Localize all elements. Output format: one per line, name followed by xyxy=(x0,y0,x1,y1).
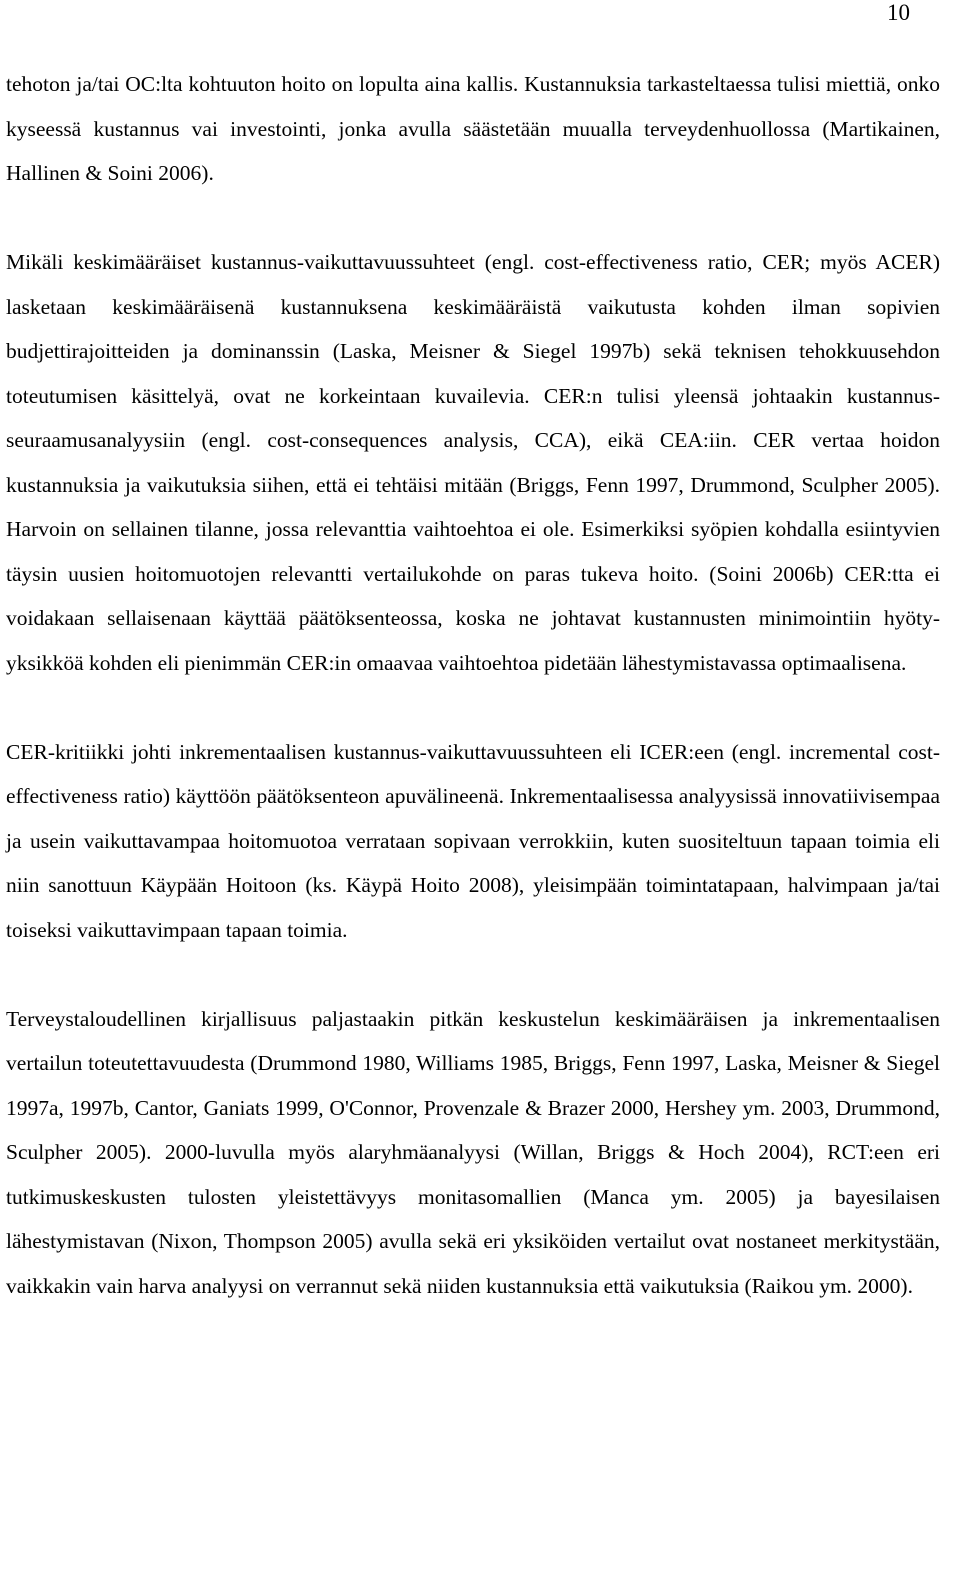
document-body xyxy=(6,62,940,1308)
paragraph-icer: CER-kritiikki johti inkrementaalisen kustannus-vaikuttavuussuhteen eli ICER:een (engl. incremental cost-effectiveness ratio) käyttöön päätöksenteon apuvälineenä. Inkrementaalisessa analyysissä innovatiivisempaa ja usein vaikuttavampaa hoitomuotoa verrataan sopivaan verrokkiin, kuten suositeltuun tapaan toimia eli niin sanottuun Käypään Hoitoon (ks. Käypä Hoito 2008), yleisimpään toimintatapaan, halvimpaan ja/tai toiseksi vaikuttavimpaan tapaan toimia. xyxy=(6,739,940,942)
paragraph-literature: Terveystaloudellinen kirjallisuus paljastaakin pitkän keskustelun keskimääräisen ja inkrementaalisen vertailun toteutettavuudesta (Drummond 1980, Williams 1985, Briggs, Fenn 1997, Laska, Meisner & Siegel 1997a, 1997b, Cantor, Ganiats 1999, O'Connor, Provenzale & Brazer 2000, Hershey ym. 2003, Drummond, Sculpher 2005). 2000-luvulla myös alaryhmäanalyysi (Willan, Briggs & Hoch 2004), RCT:een eri tutkimuskeskusten tulosten yleistettävyys monitasomallien (Manca ym. 2005) ja bayesilaisen lähestymistavan (Nixon, Thompson 2005) avulla sekä eri yksiköiden vertailut ovat nostaneet merkitystään, vaikkakin vain harva analyysi on verrannut sekä niiden kustannuksia että vaikutuksia (Raikou ym. 2000). xyxy=(6,1006,940,1298)
paragraph-cer: Mikäli keskimääräiset kustannus-vaikuttavuussuhteet (engl. cost-effectiveness ratio, CER; myös ACER) lasketaan keskimääräisenä kustannuksena keskimääräistä vaikutusta kohden ilman sopivien budjettirajoitteiden ja dominanssin (Laska, Meisner & Siegel 1997b) sekä teknisen tehokkuusehdon toteutumisen käsittelyä, ovat ne korkeintaan kuvailevia. CER:n tulisi yleensä johtaakin kustannus-seuraamusanalyysiin (engl. cost-consequences analysis, CCA), eikä CEA:iin. CER vertaa hoidon kustannuksia ja vaikutuksia siihen, että ei tehtäisi mitään (Briggs, Fenn 1997, Drummond, Sculpher 2005). Harvoin on sellainen tilanne, jossa relevanttia vaihtoehtoa ei ole. Esimerkiksi syöpien kohdalla esiintyvien täysin uusien hoitomuotojen relevantti vertailukohde on paras tukeva hoito. (Soini 2006b) CER:tta ei voidakaan sellaisenaan käyttää päätöksenteossa, koska ne johtavat kustannusten minimointiin hyöty-yksikköä kohden eli pienimmän CER:in omaavaa vaihtoehtoa pidetään lähestymistavassa optimaalisena. xyxy=(6,250,940,675)
page-number: 10 xyxy=(887,0,910,25)
paragraph-costs-investment: tehoton ja/tai OC:lta kohtuuton hoito on lopulta aina kallis. Kustannuksia tarkasteltaessa tulisi miettiä, onko kyseessä kustannus vai investointi, jonka avulla säästetään muualla terveydenhuollossa (Martikainen, Hallinen & Soini 2006). xyxy=(6,72,940,185)
